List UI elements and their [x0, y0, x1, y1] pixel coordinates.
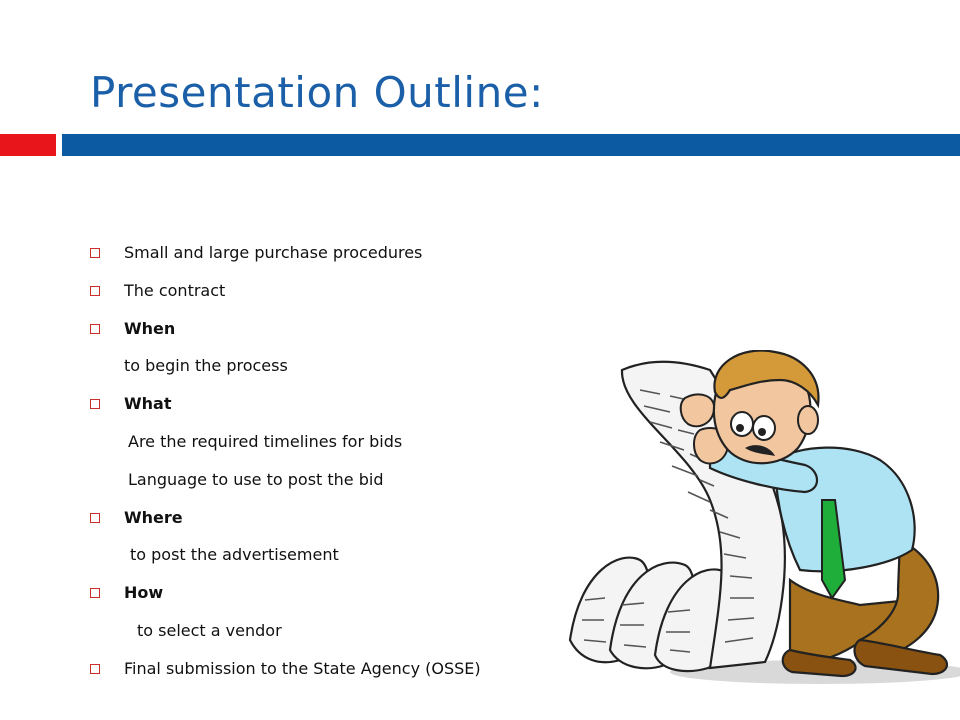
list-subitem: Language to use to post the bid [128, 469, 384, 489]
bullet-box-icon [90, 588, 100, 598]
list-item: What [90, 387, 570, 425]
man-reading-scroll-icon [560, 350, 960, 720]
bullet-box-icon [90, 513, 100, 523]
list-item: When [90, 312, 570, 350]
list-subitem: to post the advertisement [130, 545, 339, 565]
list-item: Small and large purchase procedures [90, 236, 570, 274]
outline-list [90, 236, 570, 690]
list-item: How [90, 576, 570, 614]
list-subitem: to begin the process [124, 356, 288, 376]
list-subitem: to select a vendor [137, 620, 282, 640]
bullet-box-icon [90, 248, 100, 258]
title-accent-blue-bar [62, 134, 960, 156]
bullet-box-icon [90, 399, 100, 409]
title-accent-red-bar [0, 134, 56, 156]
list-subitem: Are the required timelines for bids [128, 431, 403, 451]
list-item: Where [90, 501, 570, 539]
bullet-box-icon [90, 286, 100, 296]
slide-title: Presentation Outline: [90, 68, 544, 117]
list-item: The contract [90, 274, 570, 312]
list-item: Final submission to the State Agency (OSSE) [90, 652, 570, 690]
bullet-box-icon [90, 324, 100, 334]
bullet-box-icon [90, 664, 100, 674]
